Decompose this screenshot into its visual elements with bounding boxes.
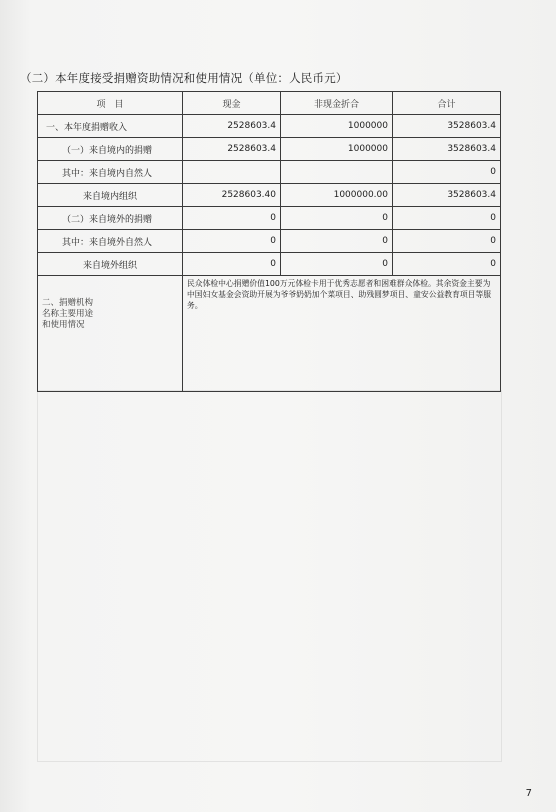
row-label: 来自境外组织 xyxy=(38,253,183,276)
cell-noncash xyxy=(281,161,393,184)
cell-total: 3528603.4 xyxy=(393,115,501,138)
row-label: 其中：来自境外自然人 xyxy=(38,230,183,253)
cell-noncash: 1000000 xyxy=(281,138,393,161)
row-label: 其中：来自境内自然人 xyxy=(38,161,183,184)
table-row xyxy=(38,253,501,276)
cell-noncash: 1000000 xyxy=(281,115,393,138)
cell-total: 0 xyxy=(393,253,501,276)
row-label: 一、本年度捐赠收入 xyxy=(38,115,183,138)
cell-cash: 2528603.4 xyxy=(183,115,281,138)
header-total: 合计 xyxy=(393,92,501,115)
table-row xyxy=(38,138,501,161)
cell-cash: 0 xyxy=(183,253,281,276)
section-title: （二）本年度接受捐赠资助情况和使用情况（单位：人民币元） xyxy=(20,71,348,85)
usage-label-text: 二、捐赠机构名称主要用途和使用情况 xyxy=(42,298,94,330)
cell-noncash: 0 xyxy=(281,207,393,230)
table-row xyxy=(38,230,501,253)
cell-cash: 2528603.4 xyxy=(183,138,281,161)
cell-noncash: 1000000.00 xyxy=(281,184,393,207)
row-label: （一）来自境内的捐赠 xyxy=(38,138,183,161)
usage-label xyxy=(38,276,183,392)
cell-noncash: 0 xyxy=(281,230,393,253)
page-number: 7 xyxy=(525,788,532,799)
cell-total: 0 xyxy=(393,207,501,230)
table-row xyxy=(38,207,501,230)
cell-total: 0 xyxy=(393,161,501,184)
bleed-through-grid xyxy=(37,390,502,762)
table-row xyxy=(38,161,501,184)
usage-description: 民众体检中心捐赠价值100万元体检卡用于优秀志愿者和困难群众体检。其余资金主要为中国妇女基金会资助开展为爷爷奶奶加个菜项目、助残圆梦项目、童安公益教育项目等服务。 xyxy=(183,276,501,392)
donation-table xyxy=(37,91,501,392)
usage-row xyxy=(38,276,501,392)
cell-noncash: 0 xyxy=(281,253,393,276)
cell-total: 3528603.4 xyxy=(393,184,501,207)
table-header-row xyxy=(38,92,501,115)
header-item: 项 目 xyxy=(38,92,183,115)
header-noncash: 非现金折合 xyxy=(281,92,393,115)
table-row xyxy=(38,184,501,207)
cell-total: 3528603.4 xyxy=(393,138,501,161)
cell-cash: 0 xyxy=(183,230,281,253)
cell-total: 0 xyxy=(393,230,501,253)
row-label: 来自境内组织 xyxy=(38,184,183,207)
cell-cash: 0 xyxy=(183,207,281,230)
header-cash: 现金 xyxy=(183,92,281,115)
cell-cash xyxy=(183,161,281,184)
table-row xyxy=(38,115,501,138)
cell-cash: 2528603.40 xyxy=(183,184,281,207)
row-label: （二）来自境外的捐赠 xyxy=(38,207,183,230)
